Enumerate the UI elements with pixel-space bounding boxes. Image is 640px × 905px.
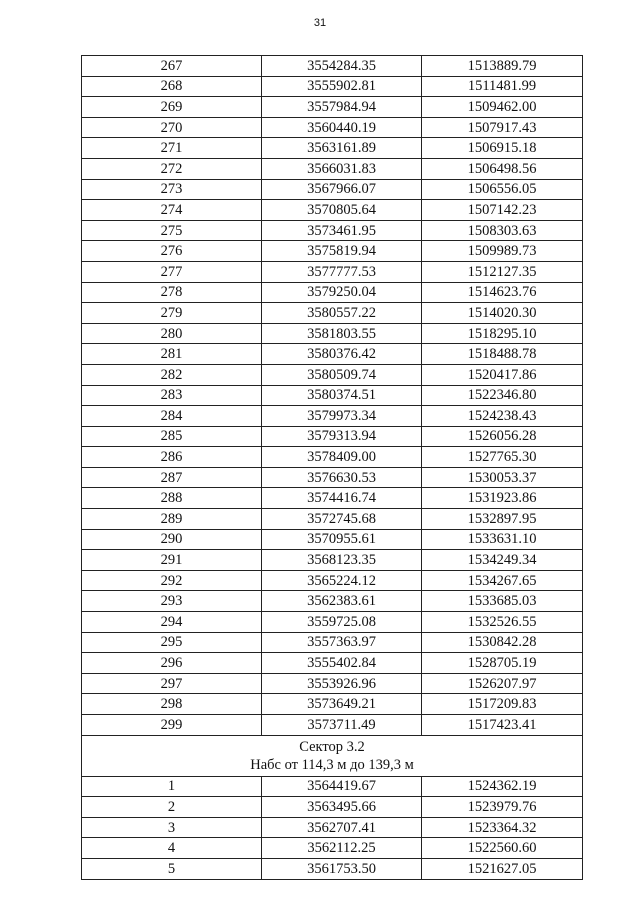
point-number-cell: 292 bbox=[82, 570, 262, 591]
point-number-cell: 291 bbox=[82, 550, 262, 571]
sector-subtitle: Набс от 114,3 м до 139,3 м bbox=[250, 756, 414, 773]
x-coordinate-cell: 3563495.66 bbox=[262, 797, 422, 818]
table-row bbox=[82, 673, 583, 694]
y-coordinate-cell: 1533631.10 bbox=[422, 529, 583, 550]
point-number-cell: 280 bbox=[82, 323, 262, 344]
page-number: 31 bbox=[313, 17, 327, 29]
point-number-cell: 293 bbox=[82, 591, 262, 612]
y-coordinate-cell: 1507142.23 bbox=[422, 200, 583, 221]
x-coordinate-cell: 3573461.95 bbox=[262, 220, 422, 241]
y-coordinate-cell: 1527765.30 bbox=[422, 447, 583, 468]
y-coordinate-cell: 1524238.43 bbox=[422, 406, 583, 427]
y-coordinate-cell: 1533685.03 bbox=[422, 591, 583, 612]
table-row bbox=[82, 797, 583, 818]
x-coordinate-cell: 3570805.64 bbox=[262, 200, 422, 221]
point-number-cell: 271 bbox=[82, 138, 262, 159]
y-coordinate-cell: 1524362.19 bbox=[422, 776, 583, 797]
table-row bbox=[82, 858, 583, 879]
sector-header-group bbox=[82, 735, 583, 776]
y-coordinate-cell: 1532897.95 bbox=[422, 509, 583, 530]
point-number-cell: 268 bbox=[82, 76, 262, 97]
point-number-cell: 4 bbox=[82, 838, 262, 859]
table-row bbox=[82, 612, 583, 633]
x-coordinate-cell: 3573649.21 bbox=[262, 694, 422, 715]
point-number-cell: 281 bbox=[82, 344, 262, 365]
table-row bbox=[82, 179, 583, 200]
point-number-cell: 294 bbox=[82, 612, 262, 633]
x-coordinate-cell: 3554284.35 bbox=[262, 56, 422, 77]
table-row bbox=[82, 467, 583, 488]
table-row bbox=[82, 158, 583, 179]
y-coordinate-cell: 1530842.28 bbox=[422, 632, 583, 653]
point-number-cell: 297 bbox=[82, 673, 262, 694]
y-coordinate-cell: 1526207.97 bbox=[422, 673, 583, 694]
x-coordinate-cell: 3563161.89 bbox=[262, 138, 422, 159]
table-row bbox=[82, 241, 583, 262]
y-coordinate-cell: 1506556.05 bbox=[422, 179, 583, 200]
x-coordinate-cell: 3555402.84 bbox=[262, 653, 422, 674]
y-coordinate-cell: 1517209.83 bbox=[422, 694, 583, 715]
y-coordinate-cell: 1508303.63 bbox=[422, 220, 583, 241]
x-coordinate-cell: 3568123.35 bbox=[262, 550, 422, 571]
x-coordinate-cell: 3555902.81 bbox=[262, 76, 422, 97]
x-coordinate-cell: 3578409.00 bbox=[262, 447, 422, 468]
point-number-cell: 277 bbox=[82, 261, 262, 282]
point-number-cell: 298 bbox=[82, 694, 262, 715]
point-number-cell: 276 bbox=[82, 241, 262, 262]
point-number-cell: 285 bbox=[82, 426, 262, 447]
table-row bbox=[82, 323, 583, 344]
y-coordinate-cell: 1523979.76 bbox=[422, 797, 583, 818]
point-number-cell: 267 bbox=[82, 56, 262, 77]
point-number-cell: 5 bbox=[82, 858, 262, 879]
y-coordinate-cell: 1512127.35 bbox=[422, 261, 583, 282]
point-number-cell: 2 bbox=[82, 797, 262, 818]
table-row bbox=[82, 200, 583, 221]
x-coordinate-cell: 3574416.74 bbox=[262, 488, 422, 509]
y-coordinate-cell: 1506915.18 bbox=[422, 138, 583, 159]
table-row bbox=[82, 817, 583, 838]
point-number-cell: 286 bbox=[82, 447, 262, 468]
table-row bbox=[82, 97, 583, 118]
x-coordinate-cell: 3560440.19 bbox=[262, 117, 422, 138]
y-coordinate-cell: 1530053.37 bbox=[422, 467, 583, 488]
point-number-cell: 279 bbox=[82, 303, 262, 324]
x-coordinate-cell: 3562707.41 bbox=[262, 817, 422, 838]
x-coordinate-cell: 3559725.08 bbox=[262, 612, 422, 633]
x-coordinate-cell: 3565224.12 bbox=[262, 570, 422, 591]
y-coordinate-cell: 1531923.86 bbox=[422, 488, 583, 509]
x-coordinate-cell: 3580557.22 bbox=[262, 303, 422, 324]
y-coordinate-cell: 1518488.78 bbox=[422, 344, 583, 365]
table-body-part-2 bbox=[82, 776, 583, 879]
y-coordinate-cell: 1511481.99 bbox=[422, 76, 583, 97]
y-coordinate-cell: 1517423.41 bbox=[422, 715, 583, 736]
table-row bbox=[82, 632, 583, 653]
y-coordinate-cell: 1532526.55 bbox=[422, 612, 583, 633]
table-row bbox=[82, 509, 583, 530]
x-coordinate-cell: 3561753.50 bbox=[262, 858, 422, 879]
x-coordinate-cell: 3553926.96 bbox=[262, 673, 422, 694]
x-coordinate-cell: 3581803.55 bbox=[262, 323, 422, 344]
table-row bbox=[82, 715, 583, 736]
table-row bbox=[82, 56, 583, 77]
table-row bbox=[82, 282, 583, 303]
table-row bbox=[82, 550, 583, 571]
table-row bbox=[82, 426, 583, 447]
point-number-cell: 272 bbox=[82, 158, 262, 179]
table-row bbox=[82, 385, 583, 406]
point-number-cell: 295 bbox=[82, 632, 262, 653]
x-coordinate-cell: 3570955.61 bbox=[262, 529, 422, 550]
x-coordinate-cell: 3579250.04 bbox=[262, 282, 422, 303]
point-number-cell: 278 bbox=[82, 282, 262, 303]
point-number-cell: 296 bbox=[82, 653, 262, 674]
y-coordinate-cell: 1521627.05 bbox=[422, 858, 583, 879]
point-number-cell: 270 bbox=[82, 117, 262, 138]
x-coordinate-cell: 3575819.94 bbox=[262, 241, 422, 262]
x-coordinate-cell: 3564419.67 bbox=[262, 776, 422, 797]
x-coordinate-cell: 3572745.68 bbox=[262, 509, 422, 530]
table-row bbox=[82, 488, 583, 509]
y-coordinate-cell: 1506498.56 bbox=[422, 158, 583, 179]
table-row bbox=[82, 570, 583, 591]
y-coordinate-cell: 1514623.76 bbox=[422, 282, 583, 303]
x-coordinate-cell: 3573711.49 bbox=[262, 715, 422, 736]
x-coordinate-cell: 3562112.25 bbox=[262, 838, 422, 859]
table-row bbox=[82, 261, 583, 282]
table-row bbox=[82, 303, 583, 324]
x-coordinate-cell: 3567966.07 bbox=[262, 179, 422, 200]
point-number-cell: 284 bbox=[82, 406, 262, 427]
table-row bbox=[82, 220, 583, 241]
x-coordinate-cell: 3580376.42 bbox=[262, 344, 422, 365]
sector-header-row bbox=[82, 735, 583, 776]
point-number-cell: 1 bbox=[82, 776, 262, 797]
point-number-cell: 274 bbox=[82, 200, 262, 221]
point-number-cell: 283 bbox=[82, 385, 262, 406]
x-coordinate-cell: 3562383.61 bbox=[262, 591, 422, 612]
x-coordinate-cell: 3580374.51 bbox=[262, 385, 422, 406]
y-coordinate-cell: 1509989.73 bbox=[422, 241, 583, 262]
x-coordinate-cell: 3576630.53 bbox=[262, 467, 422, 488]
table-row bbox=[82, 364, 583, 385]
point-number-cell: 269 bbox=[82, 97, 262, 118]
x-coordinate-cell: 3577777.53 bbox=[262, 261, 422, 282]
y-coordinate-cell: 1534267.65 bbox=[422, 570, 583, 591]
table-row bbox=[82, 591, 583, 612]
y-coordinate-cell: 1528705.19 bbox=[422, 653, 583, 674]
point-number-cell: 3 bbox=[82, 817, 262, 838]
table-row bbox=[82, 838, 583, 859]
table-row bbox=[82, 117, 583, 138]
point-number-cell: 289 bbox=[82, 509, 262, 530]
table-row bbox=[82, 653, 583, 674]
coordinates-table bbox=[81, 55, 583, 880]
point-number-cell: 299 bbox=[82, 715, 262, 736]
point-number-cell: 288 bbox=[82, 488, 262, 509]
y-coordinate-cell: 1526056.28 bbox=[422, 426, 583, 447]
point-number-cell: 290 bbox=[82, 529, 262, 550]
y-coordinate-cell: 1509462.00 bbox=[422, 97, 583, 118]
x-coordinate-cell: 3580509.74 bbox=[262, 364, 422, 385]
x-coordinate-cell: 3579313.94 bbox=[262, 426, 422, 447]
table-body-part-1 bbox=[82, 56, 583, 736]
table-row bbox=[82, 138, 583, 159]
table-row bbox=[82, 529, 583, 550]
point-number-cell: 273 bbox=[82, 179, 262, 200]
table-row bbox=[82, 694, 583, 715]
x-coordinate-cell: 3579973.34 bbox=[262, 406, 422, 427]
y-coordinate-cell: 1523364.32 bbox=[422, 817, 583, 838]
sector-title: Сектор 3.2 bbox=[299, 738, 365, 755]
point-number-cell: 282 bbox=[82, 364, 262, 385]
y-coordinate-cell: 1513889.79 bbox=[422, 56, 583, 77]
y-coordinate-cell: 1534249.34 bbox=[422, 550, 583, 571]
point-number-cell: 287 bbox=[82, 467, 262, 488]
table-row bbox=[82, 776, 583, 797]
x-coordinate-cell: 3566031.83 bbox=[262, 158, 422, 179]
y-coordinate-cell: 1514020.30 bbox=[422, 303, 583, 324]
x-coordinate-cell: 3557363.97 bbox=[262, 632, 422, 653]
y-coordinate-cell: 1518295.10 bbox=[422, 323, 583, 344]
table-row bbox=[82, 447, 583, 468]
y-coordinate-cell: 1522346.80 bbox=[422, 385, 583, 406]
point-number-cell: 275 bbox=[82, 220, 262, 241]
table-row bbox=[82, 344, 583, 365]
sector-header-cell bbox=[82, 735, 583, 776]
table-row bbox=[82, 76, 583, 97]
x-coordinate-cell: 3557984.94 bbox=[262, 97, 422, 118]
y-coordinate-cell: 1522560.60 bbox=[422, 838, 583, 859]
y-coordinate-cell: 1520417.86 bbox=[422, 364, 583, 385]
table-row bbox=[82, 406, 583, 427]
y-coordinate-cell: 1507917.43 bbox=[422, 117, 583, 138]
